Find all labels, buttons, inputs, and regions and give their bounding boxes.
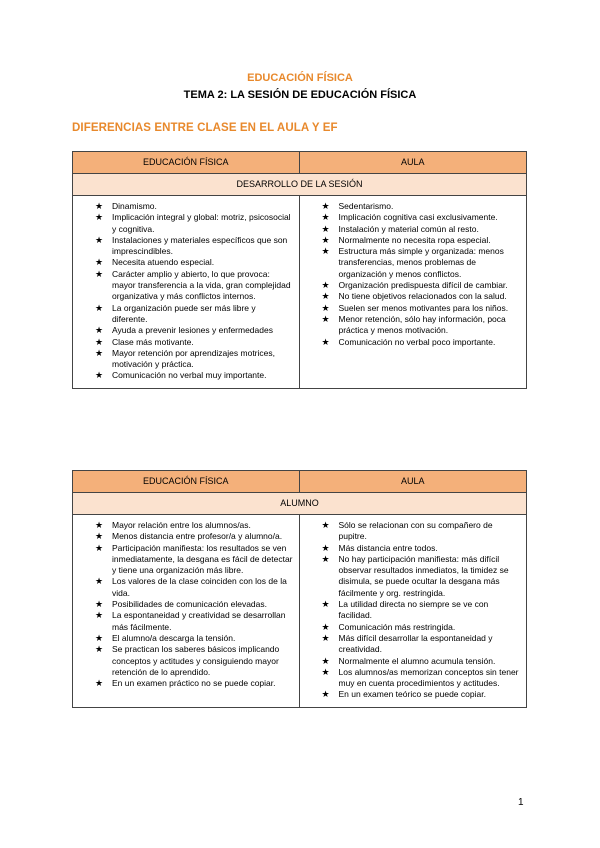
list-item-text: Más distancia entre todos. <box>338 542 438 553</box>
section-title: DIFERENCIAS ENTRE CLASE EN EL AULA Y EF <box>72 122 338 134</box>
list-item-text: Dinamismo. <box>112 201 157 211</box>
list-item <box>322 235 521 246</box>
list-item-text: Implicación integral y global: motriz, psicosocial y cognitiva. <box>112 212 291 234</box>
list-item-text: La utilidad directa no siempre se ve con facilidad. <box>338 599 489 621</box>
ef-column <box>73 515 300 707</box>
star-icon: ★ <box>95 644 104 655</box>
star-icon: ★ <box>95 201 104 211</box>
list-item <box>95 370 293 381</box>
list-item-text: La organización puede ser más libre y diferente. <box>112 302 256 324</box>
list-item-text: En un examen práctico no se puede copiar. <box>112 678 276 689</box>
table-header-row <box>73 471 526 493</box>
list-item <box>322 337 521 348</box>
list-item <box>95 303 293 326</box>
list-item <box>322 633 521 656</box>
list-item-text: No tiene objetivos relacionados con la salud. <box>338 291 507 302</box>
star-icon: ★ <box>321 280 330 291</box>
list-item-text: Comunicación más restringida. <box>338 621 456 632</box>
column-header-ef: EDUCACIÓN FÍSICA <box>73 152 300 173</box>
star-icon: ★ <box>95 302 104 313</box>
list-item-text: Ayuda a prevenir lesiones y enfermedades <box>112 325 273 336</box>
star-icon: ★ <box>321 689 330 700</box>
star-icon: ★ <box>321 655 330 666</box>
list-item <box>95 235 293 258</box>
list-item <box>322 599 521 622</box>
list-item <box>95 325 293 336</box>
star-icon: ★ <box>321 223 330 234</box>
list-item <box>322 667 521 690</box>
star-icon: ★ <box>321 599 330 610</box>
star-icon: ★ <box>95 599 104 610</box>
star-icon: ★ <box>95 347 104 358</box>
star-icon: ★ <box>95 542 104 553</box>
star-icon: ★ <box>95 268 104 279</box>
star-icon: ★ <box>95 234 104 245</box>
star-icon: ★ <box>95 212 104 223</box>
list-item <box>95 633 293 644</box>
list-item <box>95 644 293 678</box>
list-item-text: Se practican los saberes básicos implicando conceptos y actitudes y consiguiendo mayor retención de lo aprendido. <box>112 644 280 677</box>
list-item <box>95 337 293 348</box>
list-item <box>95 212 293 235</box>
list-item-text: Suelen ser menos motivantes para los niños. <box>338 302 509 313</box>
list-item-text: Normalmente no necesita ropa especial. <box>338 234 491 245</box>
list-item <box>95 599 293 610</box>
list-item <box>322 246 521 280</box>
list-item <box>322 656 521 667</box>
list-item-text: Carácter amplio y abierto, lo que provoca: mayor transferencia a la vida, gran complejidad organizativa y más conflictos internos. <box>112 268 291 302</box>
list-item-text: No hay participación manifiesta: más difícil observar resultados inmediatos, la timidez se disimula, se puede ocultar la desgana más fácilmente y org. restringida. <box>338 553 509 598</box>
star-icon: ★ <box>321 336 330 347</box>
list-item-text: Sedentarismo. <box>338 201 394 211</box>
list-item-text: Los alumnos/as memorizan conceptos sin tener muy en cuenta procedimientos y actitudes. <box>338 666 519 689</box>
list-item <box>322 622 521 633</box>
list-item <box>95 269 293 303</box>
list-item <box>322 554 521 599</box>
star-icon: ★ <box>95 576 104 587</box>
star-icon: ★ <box>321 553 330 564</box>
list-item-text: Menor retención, sólo hay información, poca práctica y menos motivación. <box>338 313 506 336</box>
list-item <box>322 689 521 700</box>
list-item <box>322 303 521 314</box>
comparison-table-student <box>72 470 527 708</box>
list-item <box>95 610 293 633</box>
list-item <box>322 201 521 212</box>
list-item <box>95 531 293 542</box>
star-icon: ★ <box>321 212 330 223</box>
list-item <box>322 543 521 554</box>
column-header-aula: AULA <box>400 157 425 167</box>
subject-title: EDUCACIÓN FÍSICA <box>247 72 353 84</box>
list-item-text: Menos distancia entre profesor/a y alumno/a. <box>112 531 283 542</box>
star-icon: ★ <box>321 302 330 313</box>
star-icon: ★ <box>321 291 330 302</box>
star-icon: ★ <box>321 621 330 632</box>
list-item <box>322 212 521 223</box>
list-item-text: Posibilidades de comunicación elevadas. <box>112 599 267 610</box>
list-item-text: Implicación cognitiva casi exclusivamente. <box>338 212 498 223</box>
list-item-text: Más difícil desarrollar la espontaneidad y creatividad. <box>338 632 493 655</box>
star-icon: ★ <box>95 678 104 689</box>
star-icon: ★ <box>321 520 330 530</box>
list-item <box>95 201 293 212</box>
list-item-text: Mayor retención por aprendizajes motrices, motivación y práctica. <box>112 347 275 370</box>
list-item-text: Mayor relación entre los alumnos/as. <box>112 520 251 530</box>
list-item <box>95 576 293 599</box>
star-icon: ★ <box>321 666 330 677</box>
list-item <box>95 543 293 577</box>
column-header-ef: EDUCACIÓN FÍSICA <box>73 471 300 492</box>
list-item <box>322 224 521 235</box>
table-section-band: ALUMNO <box>73 493 526 515</box>
ef-column <box>73 196 300 388</box>
list-item-text: Los valores de la clase coinciden con los de la vida. <box>112 576 287 598</box>
list-item-text: Instalaciones y materiales específicos que son imprescindibles. <box>112 234 288 257</box>
list-item <box>322 291 521 302</box>
column-header-aula: AULA <box>400 476 425 486</box>
comparison-table-session <box>72 151 527 389</box>
star-icon: ★ <box>95 531 104 542</box>
list-item-text: Comunicación no verbal poco importante. <box>338 336 496 347</box>
list-item <box>95 520 293 531</box>
list-item-text: Participación manifiesta: los resultados se ven inmediatamente, la desgana es fácil de detectar y tiene una organización más libre. <box>112 542 293 576</box>
list-item-text: La espontaneidad y creatividad se desarrollan más fácilmente. <box>112 610 286 632</box>
list-item <box>322 280 521 291</box>
star-icon: ★ <box>321 542 330 553</box>
list-item-text: Clase más motivante. <box>112 336 194 347</box>
list-item-text: Sólo se relacionan con su compañero de pupitre. <box>338 520 493 542</box>
list-item <box>322 314 521 337</box>
aula-column <box>300 515 527 707</box>
star-icon: ★ <box>321 632 330 643</box>
topic-title: TEMA 2: LA SESIÓN DE EDUCACIÓN FÍSICA <box>183 89 417 101</box>
star-icon: ★ <box>95 610 104 621</box>
star-icon: ★ <box>321 313 330 324</box>
star-icon: ★ <box>95 632 104 643</box>
list-item-text: El alumno/a descarga la tensión. <box>112 632 236 643</box>
star-icon: ★ <box>321 234 330 245</box>
list-item-text: Instalación y material común al resto. <box>338 223 479 234</box>
star-icon: ★ <box>321 201 330 211</box>
table-header-row <box>73 152 526 174</box>
list-item-text: Comunicación no verbal muy importante. <box>112 370 267 381</box>
star-icon: ★ <box>95 336 104 347</box>
list-item <box>95 257 293 268</box>
aula-column <box>300 196 527 388</box>
list-item-text: Necesita atuendo especial. <box>112 257 215 268</box>
list-item-text: Normalmente el alumno acumula tensión. <box>338 655 496 666</box>
list-item <box>322 520 521 543</box>
star-icon: ★ <box>321 246 330 257</box>
star-icon: ★ <box>95 520 104 530</box>
list-item-text: Estructura más simple y organizada: menos transferencias, menos problemas de organización y menos conflictos. <box>338 246 504 279</box>
star-icon: ★ <box>95 325 104 336</box>
page-number: 1 <box>518 797 524 808</box>
list-item <box>95 348 293 371</box>
star-icon: ★ <box>95 257 104 268</box>
list-item-text: En un examen teórico se puede copiar. <box>338 689 486 700</box>
list-item-text: Organización predispuesta difícil de cambiar. <box>338 280 508 291</box>
list-item <box>95 678 293 689</box>
table-section-band: DESARROLLO DE LA SESIÓN <box>73 174 526 196</box>
star-icon: ★ <box>95 370 104 381</box>
